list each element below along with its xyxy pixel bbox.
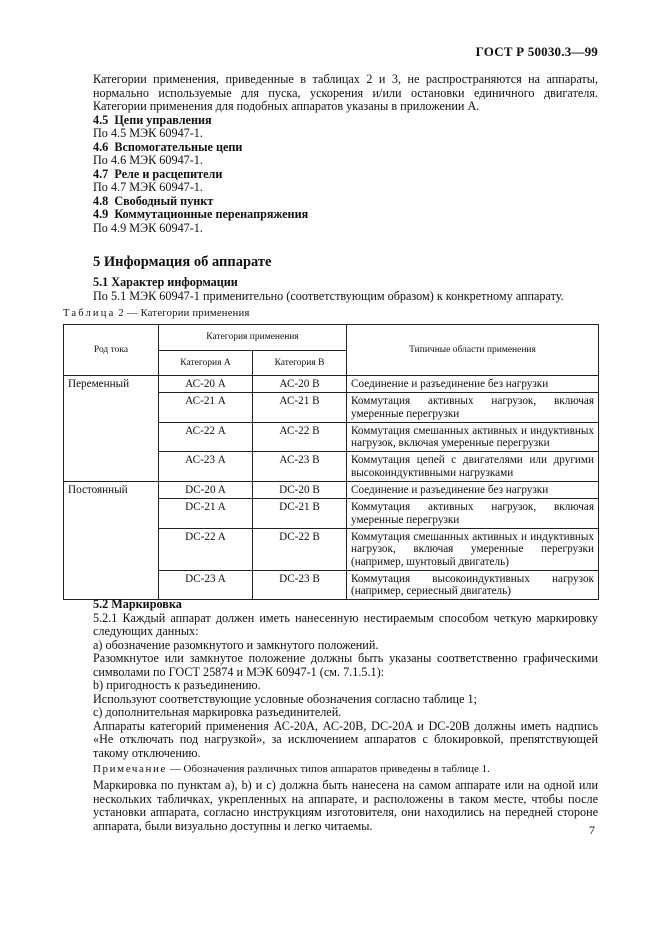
paragraph-positions: Разомкнутое или замкнутое положение должны быть указаны соответственно графическими символами по ГОСТ 25874 и МЭК 60947-1 (см. 7.1.5.1): — [93, 651, 598, 679]
category-b-cell: DC-21 B — [253, 499, 347, 529]
application-cell: Коммутация активных нагрузок, включая умеренные перегрузки — [347, 499, 599, 529]
section-5-1-title: 5.1 Характер информации — [93, 275, 238, 289]
subsection-number: 4.9 — [93, 207, 109, 221]
subsection-text: По 4.9 МЭК 60947-1. — [93, 220, 203, 235]
application-cell: Коммутация цепей с двигателями или другими высокоиндуктивными нагрузками — [347, 452, 599, 482]
header-current-type: Род тока — [64, 325, 159, 376]
table-caption — [63, 308, 250, 319]
list-item-c: с) дополнительная маркировка разъединителей. — [93, 705, 342, 719]
paragraph-inscription: Аппараты категорий применения АС-20А, АС-20В, DC-20A и DC-20B должны иметь надпись «Не отключать под нагрузкой», за исключением аппаратов с блокировкой, препятствующей такому отключению. — [93, 718, 598, 760]
subsection-number: 4.5 — [93, 112, 109, 127]
list-item-b: b) пригодность к разъединению. — [93, 678, 261, 692]
subsection-4-6 — [93, 141, 598, 168]
upper-text-block — [93, 73, 598, 303]
category-b-cell: АС-20 В — [253, 376, 347, 393]
subsection-text: По 4.7 МЭК 60947-1. — [93, 180, 203, 194]
subsection-number: 4.7 — [93, 166, 109, 181]
category-b-cell: АС-21 В — [253, 393, 347, 423]
section-5-1-text: По 5.1 МЭК 60947-1 применительно (соответствующим образом) к конкретному аппарату. — [93, 288, 564, 303]
note-text: — Обозначения различных типов аппаратов приведены в таблице 1. — [169, 763, 490, 775]
note — [93, 763, 598, 776]
category-b-cell: DC-22 B — [253, 528, 347, 570]
application-cell: Коммутация смешанных активных и индуктивных нагрузок, включая умеренные перегрузки — [347, 422, 599, 452]
application-cell: Соединение и разъединение без нагрузки — [347, 482, 599, 499]
table-caption-word: Таблица — [63, 308, 116, 319]
subsection-title: Свободный пункт — [114, 193, 214, 208]
header-category: Категория применения — [159, 325, 347, 351]
subsection-title: Коммутационные перенапряжения — [114, 207, 309, 221]
subsection-text: По 4.6 МЭК 60947-1. — [93, 153, 203, 167]
subsection-number: 4.6 — [93, 139, 109, 154]
category-a-cell: DC-21 A — [159, 499, 253, 529]
header-applications: Типичные области применения — [347, 325, 599, 376]
categories-table — [63, 324, 599, 600]
table-row — [64, 376, 599, 393]
section-5-heading: 5 Информация об аппарате — [93, 254, 272, 270]
subsection-title: Цепи управления — [114, 112, 212, 127]
application-cell: Коммутация смешанных активных и индуктивных нагрузок, включая умеренные перегрузки (например, шунтовый двигатель) — [347, 528, 599, 570]
paragraph-symbols: Используют соответствующие условные обозначения согласно таблице 1; — [93, 691, 478, 706]
standard-code: ГОСТ Р 50030.3—99 — [475, 44, 598, 59]
paragraph-marking-location: Маркировка по пунктам а), b) и с) должна быть нанесена на самом аппарате или на одной или нескольких табличках, укрепленных на аппарате, и расположены в таком месте, чтобы после установки аппарата, согласно инструкциям изготовителя, они находились на передней стороне аппарата, были визуально доступны и легко читаемы. — [93, 778, 598, 833]
subsection-text: По 4.5 МЭК 60947-1. — [93, 126, 203, 140]
table-caption-text: 2 — Категории применения — [118, 308, 250, 319]
header-category-b: Категория В — [253, 350, 347, 376]
category-a-cell: DC-22 A — [159, 528, 253, 570]
category-b-cell: АС-22 В — [253, 422, 347, 452]
table-row — [64, 482, 599, 499]
note-word: Примечание — [93, 763, 167, 775]
subsection-title: Вспомогательные цепи — [114, 139, 243, 154]
subsection-4-9 — [93, 208, 598, 235]
section-5-2-block — [93, 598, 598, 833]
category-a-cell: АС-22 А — [159, 422, 253, 452]
subsection-title: Реле и расцепители — [114, 166, 223, 181]
list-item-a: а) обозначение разомкнутого и замкнутого положений. — [93, 637, 379, 652]
paragraph-5-2-1: 5.2.1 Каждый аппарат должен иметь нанесенную нестираемым способом четкую маркировку следующих данных: — [93, 610, 598, 638]
subsection-4-8 — [93, 195, 598, 209]
intro-paragraph: Категории применения, приведенные в таблицах 2 и 3, не распространяются на аппараты, нормально используемые для пуска, ускорения и/или остановки единичного двигателя. Категории применения для подобных аппаратов указаны в приложении А. — [93, 72, 598, 113]
current-type-cell: Переменный — [64, 376, 159, 482]
current-type-cell: Постоянный — [64, 482, 159, 600]
category-b-cell: АС-23 В — [253, 452, 347, 482]
subsection-4-7 — [93, 168, 598, 195]
category-a-cell: DC-20 A — [159, 482, 253, 499]
application-cell: Коммутация активных нагрузок, включая умеренные перегрузки — [347, 393, 599, 423]
category-b-cell: DC-20 B — [253, 482, 347, 499]
category-a-cell: DC-23 A — [159, 570, 253, 600]
page-number: 7 — [589, 823, 595, 837]
category-a-cell: АС-21 А — [159, 393, 253, 423]
application-cell: Соединение и разъединение без нагрузки — [347, 376, 599, 393]
header-category-a: Категория А — [159, 350, 253, 376]
subsection-number: 4.8 — [93, 193, 109, 208]
table-header-row — [64, 325, 599, 351]
category-a-cell: АС-23 А — [159, 452, 253, 482]
section-5-2-title: 5.2 Маркировка — [93, 597, 182, 611]
subsection-4-5 — [93, 114, 598, 141]
category-b-cell: DC-23 B — [253, 570, 347, 600]
application-cell: Коммутация высокоиндуктивных нагрузок (например, сериесный двигатель) — [347, 570, 599, 600]
category-a-cell: АС-20 А — [159, 376, 253, 393]
